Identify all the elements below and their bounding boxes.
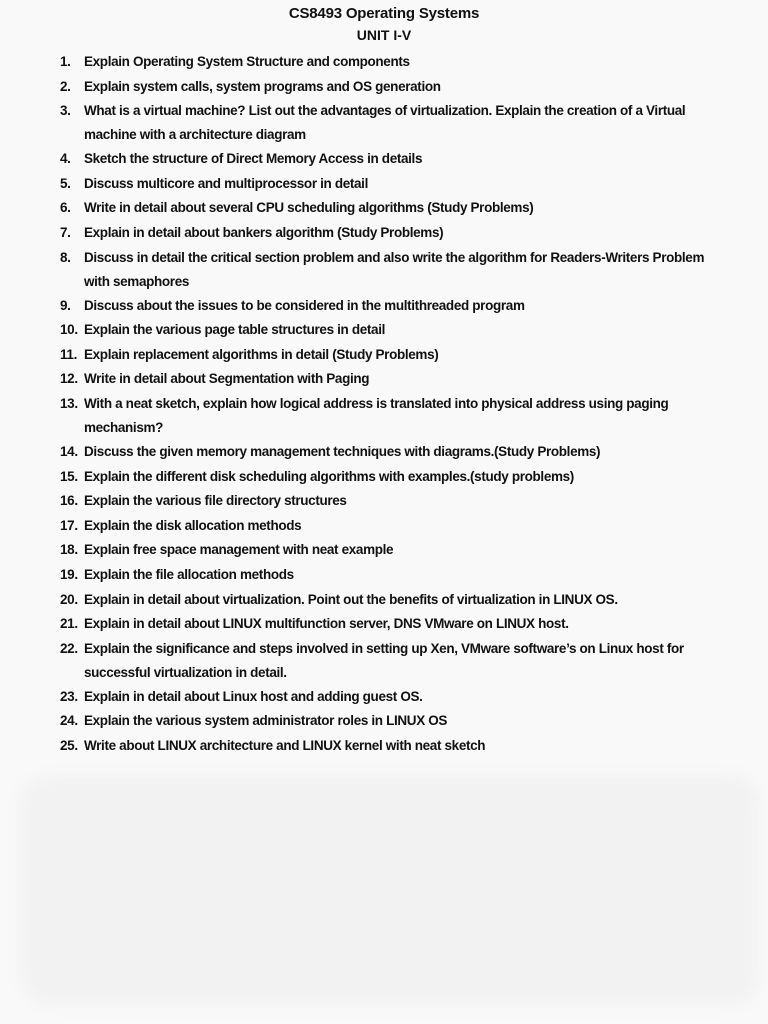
question-item: [60, 588, 730, 613]
question-text: Explain the significance and steps involved in setting up Xen, VMware software’s on Linux host for successful virtualization in detail.: [84, 640, 684, 680]
question-item: [60, 392, 730, 440]
question-number: 10.: [60, 322, 78, 338]
question-text: What is a virtual machine? List out the advantages of virtualization. Explain the creation of a Virtual machine with a architecture diagram: [84, 103, 686, 143]
question-item: [60, 294, 730, 319]
question-item: [60, 343, 730, 368]
question-number: 18.: [60, 542, 78, 558]
question-text: Discuss about the issues to be considered in the multithreaded program: [84, 297, 525, 313]
question-text: Write about LINUX architecture and LINUX kernel with neat sketch: [84, 737, 486, 753]
question-number: 15.: [60, 468, 78, 484]
question-item: [60, 563, 730, 588]
question-text: Explain Operating System Structure and components: [84, 54, 410, 69]
question-number: 21.: [60, 616, 78, 632]
question-item: [60, 75, 730, 100]
question-number: 6.: [60, 200, 71, 216]
question-text: Discuss multicore and multiprocessor in detail: [84, 175, 368, 191]
question-text: Explain the file allocation methods: [84, 566, 294, 582]
question-item: [60, 172, 730, 197]
question-item: [60, 612, 730, 637]
question-item: [60, 221, 730, 246]
question-text: Write in detail about Segmentation with Paging: [84, 371, 370, 387]
question-item: [60, 99, 730, 147]
question-item: [60, 637, 730, 685]
question-item: [60, 318, 730, 343]
question-text: Explain replacement algorithms in detail (Study Problems): [84, 346, 439, 362]
question-number: 2.: [60, 78, 71, 94]
document-header: [0, 0, 768, 44]
question-number: 11.: [60, 346, 77, 362]
question-number: 7.: [60, 224, 71, 240]
question-text: Explain the various system administrator roles in LINUX OS: [84, 713, 448, 729]
question-text: Explain the various file directory structures: [84, 493, 347, 509]
question-item: [60, 196, 730, 221]
question-text: Explain in detail about bankers algorithm (Study Problems): [84, 224, 444, 240]
question-item: [60, 489, 730, 514]
question-number: 24.: [60, 713, 78, 729]
question-number: 19.: [60, 566, 78, 582]
question-number: 22.: [60, 640, 78, 656]
question-number: 16.: [60, 493, 78, 509]
question-number: 9.: [60, 297, 71, 313]
question-item: [60, 709, 730, 734]
question-number: 8.: [60, 249, 71, 265]
question-item: [60, 734, 730, 759]
question-number: 17.: [60, 517, 78, 533]
scan-shadow: [20, 775, 760, 1005]
question-text: Explain the various page table structures in detail: [84, 322, 385, 338]
question-number: 23.: [60, 688, 78, 704]
question-number: 13.: [60, 395, 78, 411]
question-number: 3.: [60, 103, 71, 119]
question-item: [60, 440, 730, 465]
question-text: With a neat sketch, explain how logical address is translated into physical address using paging mechanism?: [84, 395, 669, 435]
question-item: [60, 465, 730, 490]
question-number: 20.: [60, 591, 78, 607]
question-text: Sketch the structure of Direct Memory Access in details: [84, 151, 423, 167]
unit-title: UNIT I-V: [356, 27, 412, 43]
question-list: [60, 50, 730, 758]
question-text: Explain in detail about Linux host and adding guest OS.: [84, 688, 423, 704]
question-number: 1.: [60, 54, 71, 69]
question-text: Explain the disk allocation methods: [84, 517, 302, 533]
question-item: [60, 367, 730, 392]
question-text: Explain free space management with neat example: [84, 542, 394, 558]
question-text: Discuss the given memory management techniques with diagrams.(Study Problems): [84, 443, 601, 459]
question-text: Explain the different disk scheduling algorithms with examples.(study problems): [84, 468, 574, 484]
question-number: 14.: [60, 443, 78, 459]
question-item: [60, 514, 730, 539]
question-text: Explain system calls, system programs and OS generation: [84, 78, 441, 94]
question-item: [60, 246, 730, 294]
question-item: [60, 685, 730, 710]
question-text: Explain in detail about LINUX multifunction server, DNS VMware on LINUX host.: [84, 616, 569, 632]
question-number: 25.: [60, 737, 78, 753]
question-text: Write in detail about several CPU scheduling algorithms (Study Problems): [84, 200, 534, 216]
question-item: [60, 147, 730, 172]
question-number: 12.: [60, 371, 78, 387]
question-item: [60, 538, 730, 563]
question-text: Discuss in detail the critical section problem and also write the algorithm for Readers-Writers Problem with semaphores: [84, 249, 705, 289]
question-number: 4.: [60, 151, 71, 167]
question-text: Explain in detail about virtualization. Point out the benefits of virtualization in LINUX OS.: [84, 591, 618, 607]
question-number: 5.: [60, 175, 71, 191]
question-item: [60, 50, 730, 75]
course-title: CS8493 Operating Systems: [288, 5, 480, 22]
